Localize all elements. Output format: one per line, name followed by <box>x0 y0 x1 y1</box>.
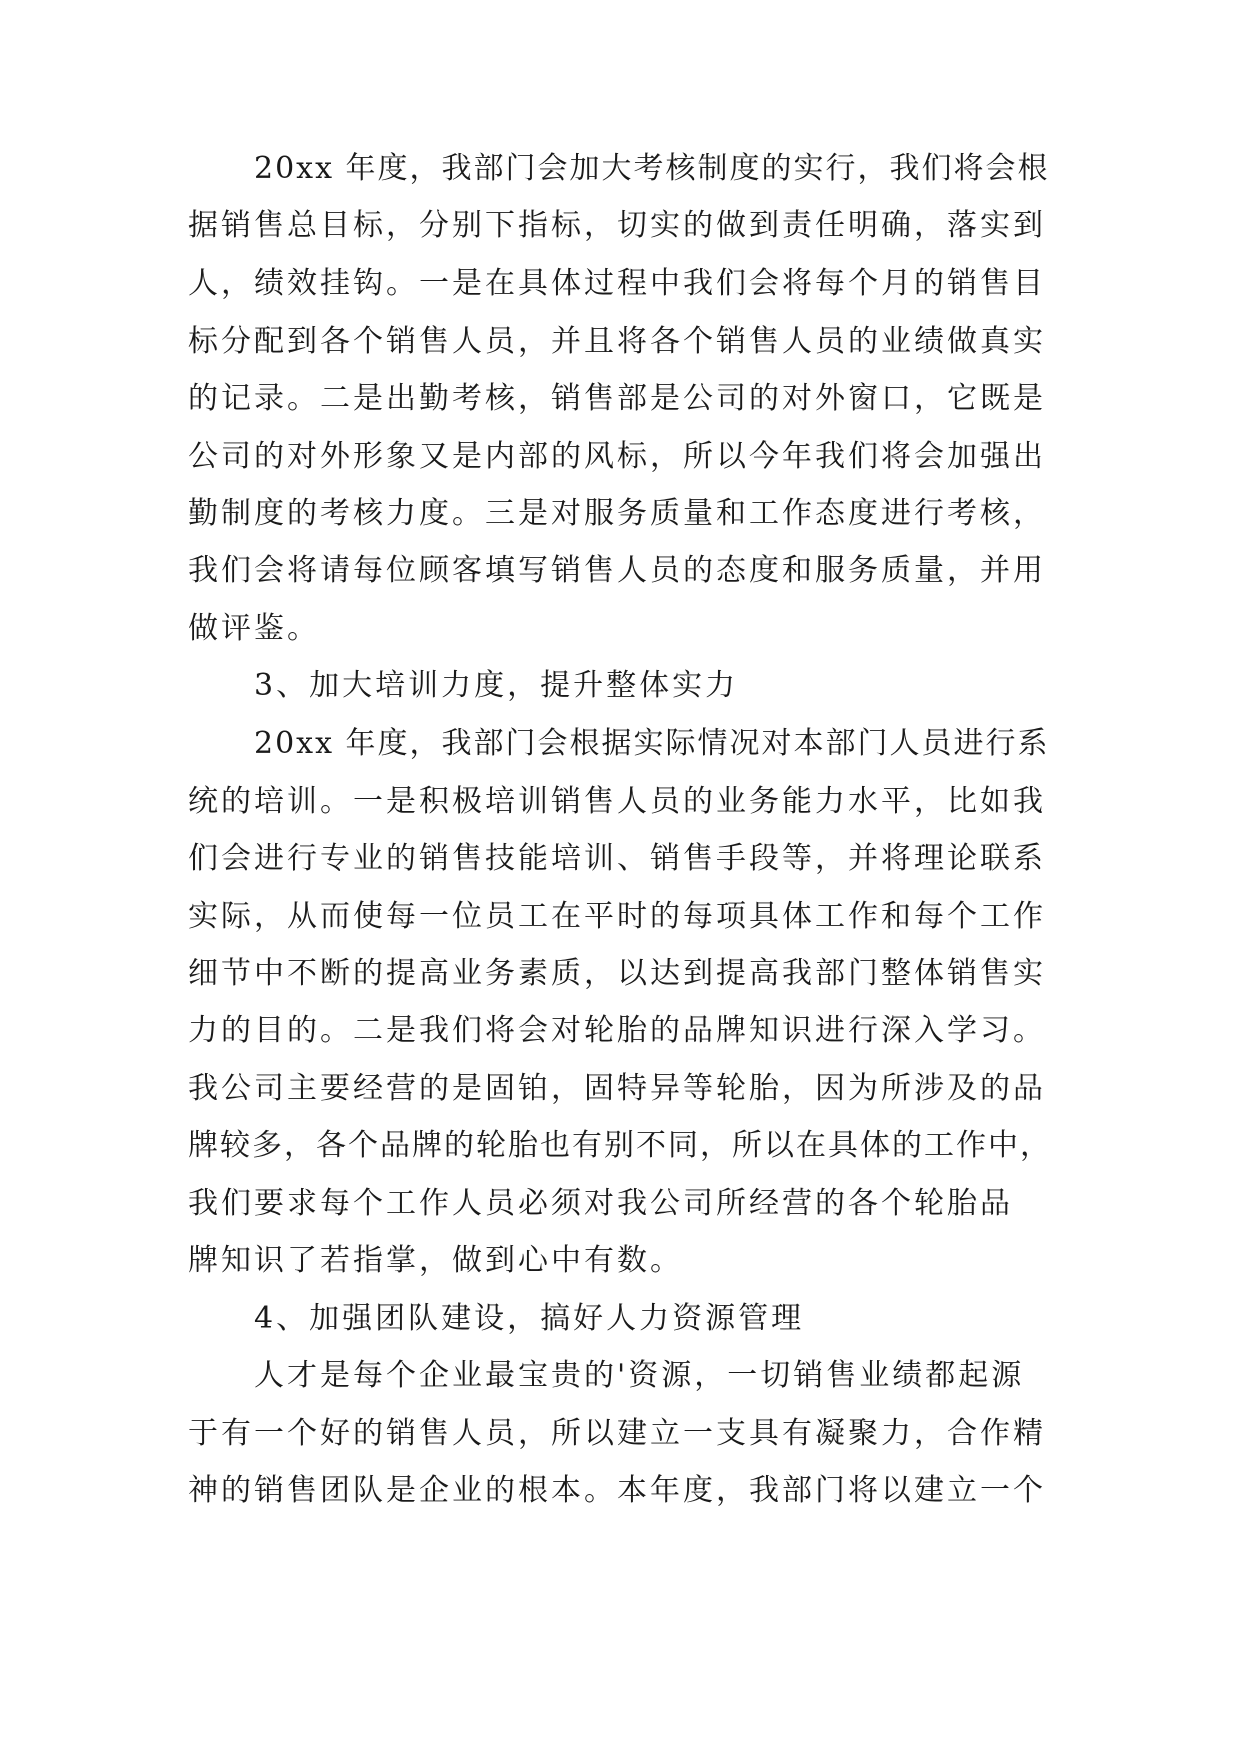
paragraph-line: 我们会将请每位顾客填写销售人员的态度和服务质量，并用 <box>188 553 1046 588</box>
paragraph-line: 的记录。二是出勤考核，销售部是公司的对外窗口，它既是 <box>188 381 1046 416</box>
section-heading: 3、加大培训力度，提升整体实力 <box>254 668 739 703</box>
paragraph-line: 牌较多，各个品牌的轮胎也有别不同，所以在具体的工作中， <box>188 1128 1052 1163</box>
paragraph-line: 公司的对外形象又是内部的风标，所以今年我们将会加强出 <box>188 439 1046 474</box>
paragraph-line: 20xx 年度，我部门会根据实际情况对本部门人员进行系 <box>254 726 1050 761</box>
paragraph-line: 做评鉴。 <box>188 611 320 646</box>
section-heading: 4、加强团队建设，搞好人力资源管理 <box>254 1301 805 1336</box>
paragraph-line: 勤制度的考核力度。三是对服务质量和工作态度进行考核， <box>188 496 1046 531</box>
paragraph-line: 据销售总目标，分别下指标，切实的做到责任明确，落实到 <box>188 208 1046 243</box>
paragraph-line: 人，绩效挂钩。一是在具体过程中我们会将每个月的销售目 <box>188 266 1046 301</box>
paragraph-line: 细节中不断的提高业务素质，以达到提高我部门整体销售实 <box>188 956 1046 991</box>
paragraph-line: 人才是每个企业最宝贵的'资源，一切销售业绩都起源 <box>254 1358 1025 1393</box>
paragraph-line: 们会进行专业的销售技能培训、销售手段等，并将理论联系 <box>188 841 1046 876</box>
paragraph-line: 20xx 年度，我部门会加大考核制度的实行，我们将会根 <box>254 151 1050 186</box>
paragraph-line: 我公司主要经营的是固铂，固特异等轮胎，因为所涉及的品 <box>188 1071 1046 1106</box>
paragraph-line: 统的培训。一是积极培训销售人员的业务能力水平，比如我 <box>188 784 1046 819</box>
paragraph-line: 神的销售团队是企业的根本。本年度，我部门将以建立一个 <box>188 1473 1046 1508</box>
paragraph-line: 牌知识了若指掌，做到心中有数。 <box>188 1243 683 1278</box>
paragraph-line: 力的目的。二是我们将会对轮胎的品牌知识进行深入学习。 <box>188 1013 1046 1048</box>
paragraph-line: 于有一个好的销售人员，所以建立一支具有凝聚力，合作精 <box>188 1416 1046 1451</box>
paragraph-line: 我们要求每个工作人员必须对我公司所经营的各个轮胎品 <box>188 1186 1013 1221</box>
paragraph-line: 标分配到各个销售人员，并且将各个销售人员的业绩做真实 <box>188 324 1046 359</box>
paragraph-line: 实际，从而使每一位员工在平时的每项具体工作和每个工作 <box>188 899 1046 934</box>
